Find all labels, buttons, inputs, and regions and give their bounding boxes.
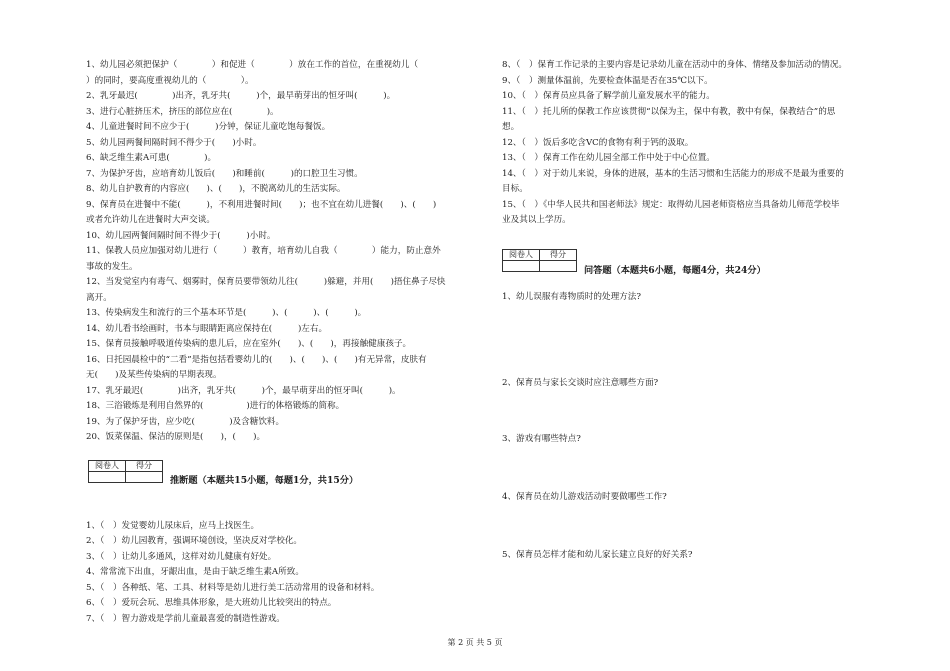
fill-question-line: 6、缺乏维生素A可患( )。 bbox=[86, 153, 217, 163]
fill-question-line: 11、保教人员应加强对幼儿进行（ ）教育，培育幼儿自我（ ）能力，防止意外 bbox=[86, 246, 441, 256]
fill-in-section bbox=[86, 58, 486, 446]
reviewer-label: 阅卷人 bbox=[89, 460, 126, 471]
reviewer-label: 阅卷人 bbox=[503, 249, 540, 260]
fill-question-line: 无( )及某些传染病的早期表现。 bbox=[86, 370, 222, 380]
qa-list bbox=[502, 286, 902, 586]
score-cell bbox=[126, 471, 163, 482]
reviewer-cell bbox=[89, 471, 126, 482]
fill-question-line: 9、保育员在进餐中不能( )，不利用进餐时间( )；也不宜在幼儿进餐( )、( ) bbox=[86, 199, 437, 210]
judge-list-right bbox=[502, 58, 902, 229]
qa-question: 4、保育员在幼儿游戏活动时要做哪些工作? bbox=[502, 491, 667, 502]
page-footer: 第 2 页 共 5 页 bbox=[447, 638, 503, 647]
score-label: 得分 bbox=[540, 249, 577, 260]
fill-question-line: 或者允许幼儿在进餐时大声交谈。 bbox=[86, 215, 215, 225]
right-column bbox=[502, 58, 902, 586]
judge-question-line: 8、（ ）保育工作记录的主要内容是记录幼儿童在活动中的身体、情绪及参加活动的情况。 bbox=[502, 60, 847, 70]
judge-question-line: 想。 bbox=[502, 122, 520, 132]
fill-question-line: 18、三浴锻炼是利用自然界的( )进行的体格锻炼的简称。 bbox=[86, 401, 345, 411]
fill-question-line: 15、保育员接触呼吸道传染病的患儿后，应在室外( )、( )，再接触健康孩子。 bbox=[86, 339, 412, 349]
fill-question-line: 10、幼儿园两餐间隔时间不得少于( )小时。 bbox=[86, 230, 276, 241]
left-column bbox=[86, 58, 486, 627]
fill-question-line: 离开。 bbox=[86, 292, 112, 303]
qa-question: 3、游戏有哪些特点? bbox=[502, 433, 581, 444]
judge-question-line: 9、（ ）测量体温前，先要检查体温是否在35℃以下。 bbox=[502, 75, 713, 86]
judge-question-line: 1、（ ）发觉婴幼儿尿床后，应马上找医生。 bbox=[86, 520, 260, 531]
fill-question-line: 14、幼儿看书绘画时，书本与眼睛距离应保持在( )左右。 bbox=[86, 323, 328, 334]
judge-question-line: 10、（ ）保育员应具备了解学前儿童发展水平的能力。 bbox=[502, 91, 715, 101]
judge-question-line: 2、（ ）幼儿园教育，强调环境创设，坚决反对学校化。 bbox=[86, 536, 303, 546]
qa-question: 2、保育员与家长交谈时应注意哪些方面? bbox=[502, 377, 659, 388]
reviewer-cell bbox=[503, 260, 540, 271]
fill-question-line: 事故的发生。 bbox=[86, 261, 138, 272]
fill-question-line: 17、乳牙最迟( )出齐，乳牙共( )个，最早萌芽出的恒牙叫( )。 bbox=[86, 385, 401, 396]
judge-question-line: 14、（ ）对于幼儿来说，身体的进展，基本的生活习惯和生活能力的形成不是最为重要的 bbox=[502, 168, 844, 179]
fill-question-line: 5、幼儿园两餐间隔时间不得少于( )小时。 bbox=[86, 137, 262, 148]
fill-question-line: 19、为了保护牙齿，应少吃( )及含糖饮料。 bbox=[86, 416, 285, 427]
fill-question-line: 20、饭菜保温、保洁的原则是( )，( )。 bbox=[86, 432, 266, 442]
judge-question-line: 目标。 bbox=[502, 184, 528, 194]
qa-question: 1、幼儿误服有毒物质时的处理方法? bbox=[502, 291, 641, 302]
judge-question-line: 业及其以上学历。 bbox=[502, 215, 571, 225]
judge-question-line: 6、（ ）爱玩会玩、思维具体形象，是大班幼儿比较突出的特点。 bbox=[86, 598, 337, 608]
judge-question-line: 15、（ ）《中华人民共和国老师法》规定：取得幼儿园老师资格应当具备幼儿师范学校毕 bbox=[502, 199, 840, 210]
judge-question-line: 13、（ ）保育工作在幼儿园全部工作中处于中心位置。 bbox=[502, 153, 715, 163]
fill-question-line: 7、为保护牙齿，应培育幼儿饭后( )和睡前( )的口腔卫生习惯。 bbox=[86, 168, 363, 179]
judge-question-line: 4、常常流下出血，牙龈出血，是由于缺乏维生素A所致。 bbox=[86, 567, 304, 577]
qa-section-title: 问答题（本题共6小题，每题4分，共24分） bbox=[584, 264, 766, 276]
fill-question-line: 3、进行心脏挤压术，挤压的部位应在( )。 bbox=[86, 106, 279, 117]
qa-question: 5、保育员怎样才能和幼儿家长建立良好的好关系? bbox=[502, 549, 693, 560]
score-box-2 bbox=[502, 249, 577, 272]
judge-question-line: 3、（ ）让幼儿多通风，这样对幼儿健康有好处。 bbox=[86, 551, 277, 562]
fill-question-line: 1、幼儿园必须把保护（ ）和促进（ ）放在工作的首位，在重视幼儿（ bbox=[86, 60, 419, 70]
judge-section-title: 推断题（本题共15小题，每题1分，共15分） bbox=[170, 474, 359, 486]
fill-question-line: ）的同时，要高度重视幼儿的（ ）。 bbox=[86, 75, 254, 86]
fill-question-line: 16、日托园晨检中的“二看”是指包括看婴幼儿的( )、( )、( )有无异常，皮肤有 bbox=[86, 354, 427, 365]
score-box bbox=[88, 460, 163, 483]
judge-question-line: 7、（ ）智力游戏是学前儿童最喜爱的制造性游戏。 bbox=[86, 613, 285, 624]
fill-question-line: 12、当发觉室内有毒气、烟雾时，保育员要带领幼儿往( )躲避，并用( )捂住鼻子尽快 bbox=[86, 277, 446, 287]
score-label: 得分 bbox=[126, 460, 163, 471]
fill-question-line: 2、乳牙最迟( )出齐，乳牙共( )个，最早萌芽出的恒牙叫( )。 bbox=[86, 91, 396, 101]
score-cell bbox=[540, 260, 577, 271]
judge-list-left bbox=[86, 519, 486, 628]
judge-question-line: 12、（ ）饭后多吃含VC的食物有利于钙的汲取。 bbox=[502, 137, 694, 148]
judge-question-line: 5、（ ）各种纸、笔、工具、材料等是幼儿进行美工活动常用的设备和材料。 bbox=[86, 582, 380, 593]
fill-question-line: 4、儿童进餐时间不应少于( )分钟，保证儿童吃饱每餐饭。 bbox=[86, 122, 331, 132]
fill-question-line: 8、幼儿自护教育的内容应( )、( )，不脱离幼儿的生活实际。 bbox=[86, 184, 346, 194]
fill-question-line: 13、传染病发生和流行的三个基本环节是( )、( )、( )。 bbox=[86, 308, 367, 318]
judge-question-line: 11、（ ）托儿所的保教工作应该贯彻“以保为主，保中有教，教中有保，保教结合”的思 bbox=[502, 106, 836, 117]
